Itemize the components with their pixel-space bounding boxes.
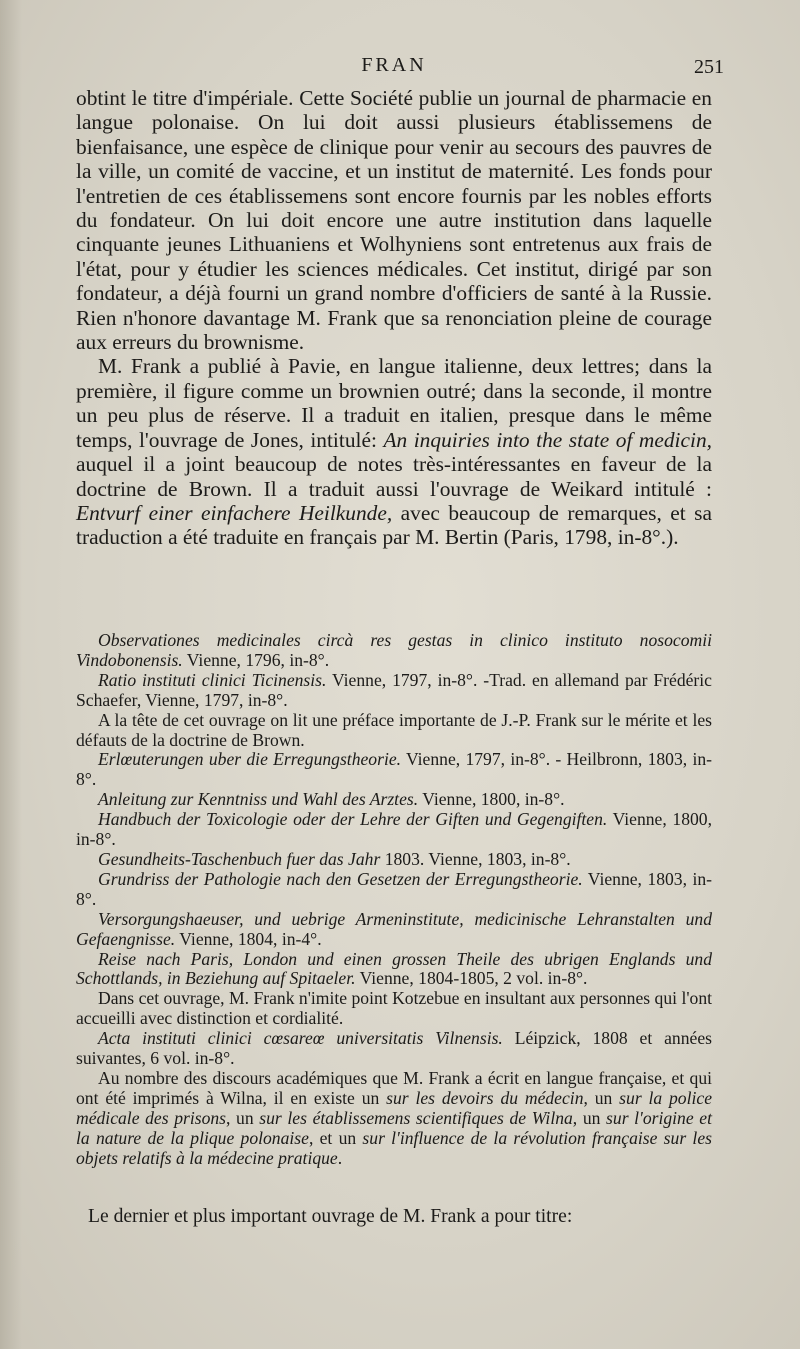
entry-title: Versorgungshaeuser, und uebrige Armeninstitute, medicinische Lehranstalten und Gefaengnisse. xyxy=(76,908,712,949)
entry-details: Léipzick, 1808 et années suivantes, 6 vol. in-8°. xyxy=(76,1028,712,1069)
discourse-title: sur l'origine et la nature de la plique polonaise xyxy=(76,1107,712,1148)
entry-details: Vienne, 1796, in-8°. xyxy=(182,649,330,670)
bibliography-note xyxy=(76,711,712,751)
final-line: Le dernier et plus important ouvrage de M. Frank a pour titre: xyxy=(88,1206,573,1227)
bibliography-entry xyxy=(76,750,712,790)
bibliography-entry xyxy=(76,910,712,950)
paragraph-publications xyxy=(76,354,712,549)
entry-details: Vienne, 1800, in-8°. xyxy=(76,809,712,850)
running-head: FRAN xyxy=(361,54,427,76)
bibliography-entry xyxy=(76,810,712,850)
discourse-title: sur la police médicale des prisons xyxy=(76,1087,712,1128)
page-header xyxy=(76,50,724,84)
paragraph-text: avec beaucoup de remarques, et sa traduction a été traduite en français par M. Bertin (Paris, 1798, in-8°.). xyxy=(76,500,712,550)
bibliography-entry xyxy=(76,631,712,671)
work-title: Entvurf einer einfachere Heilkunde, xyxy=(76,500,393,525)
paragraph-text: M. Frank a publié à Pavie, en langue italienne, deux lettres; dans la première, il figure comme un brownien outré; dans la seconde, il montre un peu plus de réserve. Il a traduit en italien, presque dans le même temps, l'ouvrage de Jones, intitulé: xyxy=(76,354,712,452)
entry-details: Dans cet ouvrage, M. Frank n'imite point Kotzebue en insultant aux personnes qui l'ont accueilli avec distinction et cordialité. xyxy=(76,988,712,1029)
entry-details: Vienne, 1803, in-8°. xyxy=(76,868,713,909)
bibliography-entry xyxy=(76,1029,712,1069)
paragraph-text: . xyxy=(337,1147,343,1168)
entry-details: Vienne, 1797, in-8°. - Heilbronn, 1803, in-8°. xyxy=(76,749,713,790)
entry-title: Handbuch der Toxicologie oder der Lehre der Giften und Gegengiften. xyxy=(98,809,608,830)
entry-title: Acta instituti clinici cœsareœ universitatis Vilnensis. xyxy=(98,1028,503,1049)
paragraph-text: Au nombre des discours académiques que M. Frank a écrit en langue française, et qui ont été imprimés à Wilna, il en existe un xyxy=(76,1067,712,1108)
entry-title: Erlœuterungen uber die Erregungstheorie. xyxy=(98,749,402,770)
paragraph-text: , un xyxy=(572,1107,607,1128)
paragraph-text: , un xyxy=(226,1107,260,1128)
paragraph-text: , et un xyxy=(308,1127,363,1148)
entry-details: A la tête de cet ouvrage on lit une préface importante de J.-P. Frank sur le mérite et les défauts de la doctrine de Brown. xyxy=(76,709,712,750)
work-title: An inquiries into the state of medicin, xyxy=(383,427,712,452)
entry-details: Vienne, 1804, in-4°. xyxy=(175,928,322,949)
entry-title: Reise nach Paris, London und einen grossen Theile des ubrigen Englands und Schottlands, in Beziehung auf Spitaeler. xyxy=(76,948,712,989)
entry-title: Anleitung zur Kenntniss und Wahl des Arztes. xyxy=(98,789,419,810)
bibliography-entry xyxy=(76,671,712,711)
main-text xyxy=(76,86,712,550)
entry-details: Vienne, 1804-1805, 2 vol. in-8°. xyxy=(355,968,588,989)
bibliography xyxy=(76,631,712,1168)
bibliography-note xyxy=(76,989,712,1029)
bibliography-entry xyxy=(76,850,712,870)
entry-title: Grundriss der Pathologie nach den Gesetzen der Erregungstheorie. xyxy=(98,868,583,889)
entry-details: Vienne, 1797, in-8°. -Trad. en allemand par Frédéric Schaefer, Vienne, 1797, in-8°. xyxy=(76,669,712,710)
entry-details: Vienne, 1800, in-8°. xyxy=(418,789,565,810)
entry-title: Ratio instituti clinici Ticinensis. xyxy=(98,669,327,690)
bibliography-entry xyxy=(76,870,712,910)
paragraph-text: auquel il a joint beaucoup de notes très-intéressantes en faveur de la doctrine de Brown. Il a traduit aussi l'ouvrage de Weikard intitulé : xyxy=(76,452,712,501)
closing-paragraph xyxy=(76,1069,712,1169)
discourse-title: sur les établissemens scientifiques de Wilna xyxy=(259,1107,573,1128)
page-gutter-shadow xyxy=(0,0,22,1349)
page-number: 251 xyxy=(694,56,724,78)
bibliography-entry xyxy=(76,790,712,810)
discourse-title: sur les devoirs du médecin xyxy=(386,1087,584,1108)
paragraph-institutions: obtint le titre d'impériale. Cette Société publie un journal de pharmacie en langue polonaise. On lui doit aussi plusieurs établissemens de bienfaisance, une espèce de clinique pour venir au secours des pauvres de la ville, un comité de vaccine, et un institut de maternité. Les fonds pour l'entretien de ces établissemens sont encore fournis par les nobles efforts du fondateur. On lui doit encore une autre institution dans laquelle cinquante jeunes Lithuaniens et Wolhyniens sont entretenus aux frais de l'état, pour y étudier les sciences médicales. Cet institut, dirigé par son fondateur, a déjà fourni un grand nombre d'officiers de santé à la Russie. Rien n'honore davantage M. Frank que sa renonciation pleine de courage aux erreurs du brownisme. xyxy=(76,86,712,355)
bibliography-entry xyxy=(76,950,712,990)
entry-details: 1803. Vienne, 1803, in-8°. xyxy=(380,848,571,869)
entry-title: Observationes medicinales circà res gestas in clinico instituto nosocomii Vindobonensis. xyxy=(76,630,712,670)
discourse-title: sur l'influence de la révolution française sur les objets relatifs à la médecine pratique xyxy=(76,1127,712,1168)
paragraph-text: , un xyxy=(583,1087,620,1108)
entry-title: Gesundheits-Taschenbuch fuer das Jahr xyxy=(98,848,381,869)
